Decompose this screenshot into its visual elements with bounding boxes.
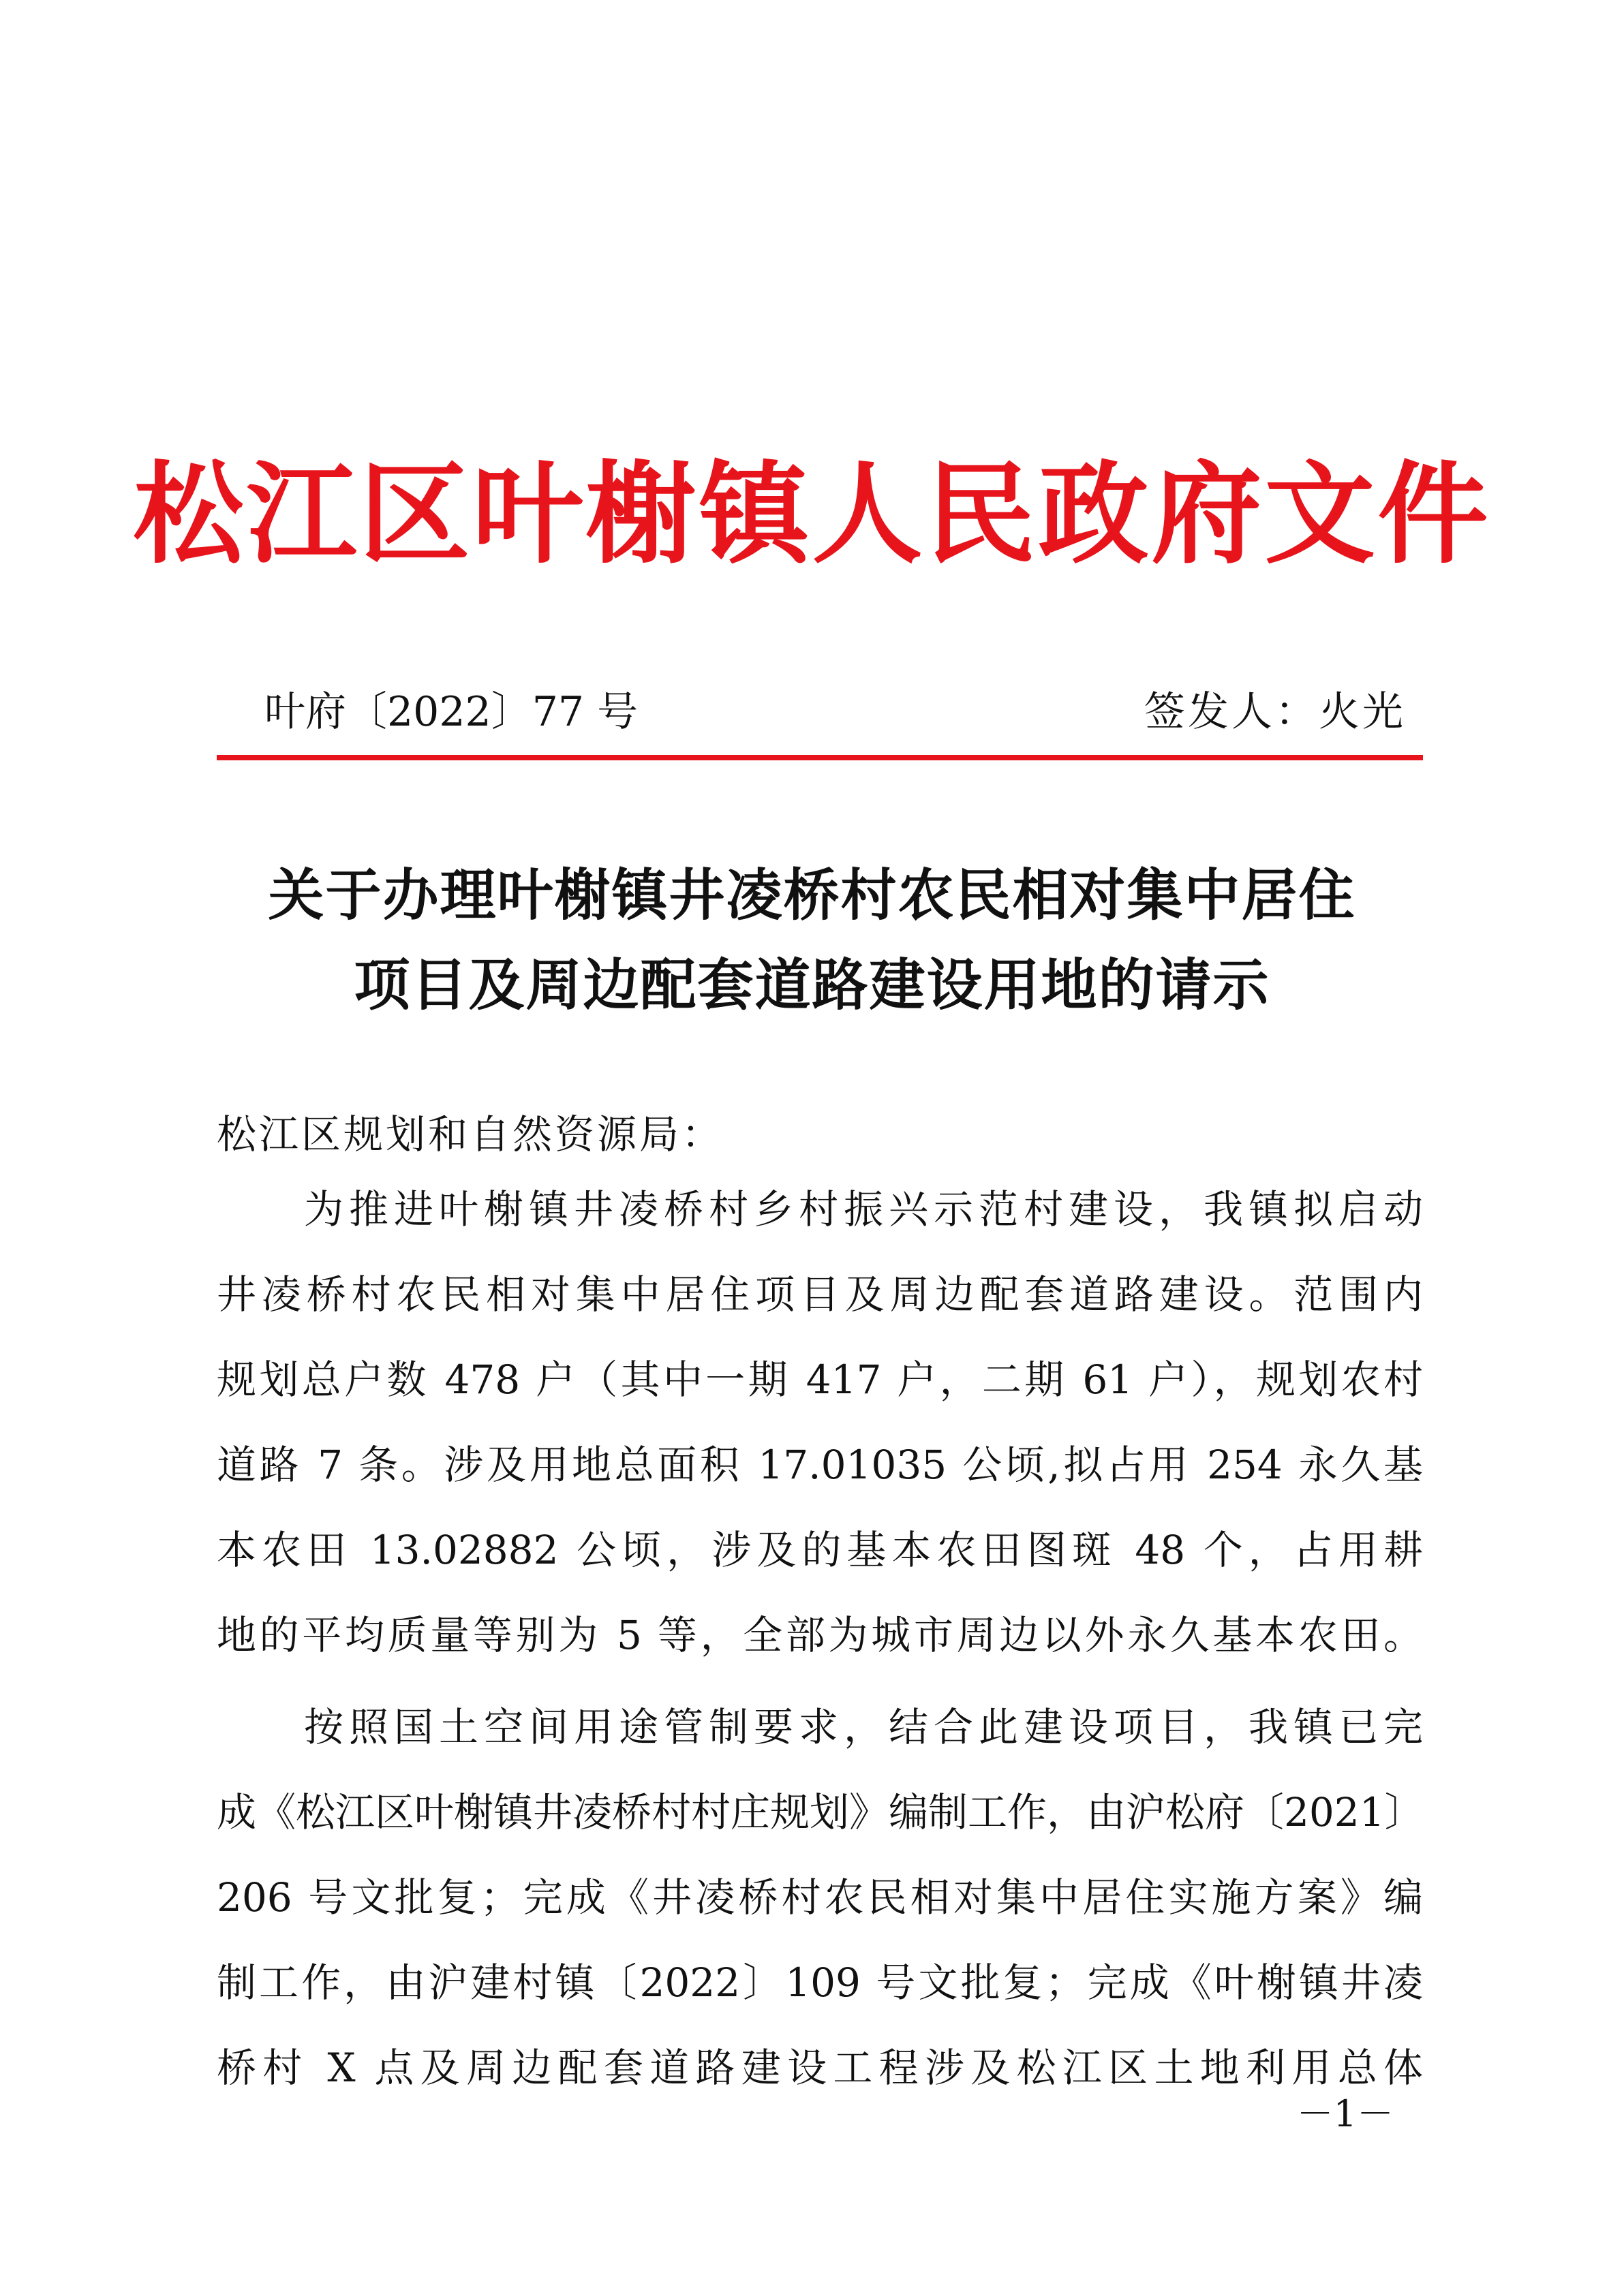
addressee: 松江区规划和自然资源局：	[217, 1111, 724, 1158]
red-divider-rule	[217, 755, 1423, 760]
paragraph-1-line-2: 井凌桥村农民相对集中居住项目及周边配套道路建设。范围内	[217, 1271, 1423, 1318]
signer: 签发人：火光	[1144, 688, 1406, 736]
paragraph-1-line-1: 为推进叶榭镇井凌桥村乡村振兴示范村建设，我镇拟启动	[304, 1186, 1423, 1232]
paragraph-1-line-4: 道路 7 条。涉及用地总面积 17.01035 公顷,拟占用 254 永久基	[217, 1442, 1423, 1488]
page-number: －1－	[1296, 2092, 1394, 2135]
title-line-1: 关于办理叶榭镇井凌桥村农民相对集中居住	[268, 863, 1356, 928]
paragraph-2-line-2: 成《松江区叶榭镇井凌桥村村庄规划》编制工作，由沪松府〔2021〕	[217, 1789, 1424, 1835]
paragraph-2-line-3: 206 号文批复；完成《井凌桥村农民相对集中居住实施方案》编	[217, 1874, 1423, 1921]
paragraph-1-line-5: 本农田 13.02882 公顷，涉及的基本农田图斑 48 个，占用耕	[217, 1527, 1423, 1573]
paragraph-2-line-5: 桥村 X 点及周边配套道路建设工程涉及松江区土地利用总体	[217, 2045, 1423, 2091]
paragraph-1-line-6: 地的平均质量等别为 5 等，全部为城市周边以外永久基本农田。	[217, 1612, 1423, 1658]
paragraph-2-line-1: 按照国土空间用途管制要求，结合此建设项目，我镇已完	[304, 1704, 1423, 1750]
document-number: 叶府〔2022〕77 号	[264, 688, 639, 736]
masthead-title: 松江区叶榭镇人民政府文件	[133, 450, 1491, 579]
paragraph-2-line-4: 制工作，由沪建村镇〔2022〕109 号文批复；完成《叶榭镇井凌	[217, 1959, 1423, 2006]
title-line-2: 项目及周边配套道路建设用地的请示	[354, 952, 1270, 1018]
body-text	[217, 1182, 1423, 2126]
document-title	[0, 850, 1624, 1030]
paragraph-1-line-3: 规划总户数 478 户（其中一期 417 户，二期 61 户），规划农村	[217, 1356, 1423, 1403]
